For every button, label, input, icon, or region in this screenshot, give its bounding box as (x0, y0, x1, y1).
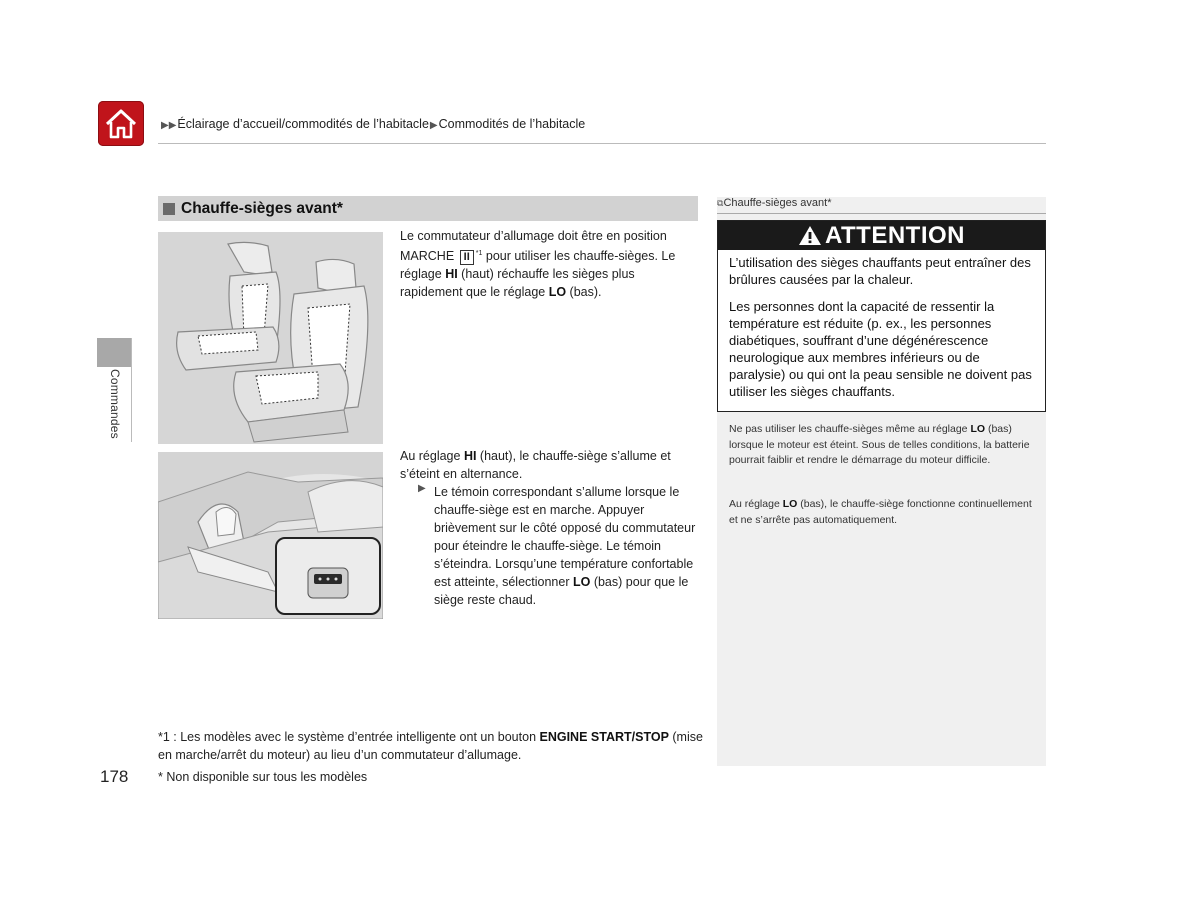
side-tab-marker (97, 338, 131, 367)
intro-paragraph: Le commutateur d’allumage doit être en position MARCHE II $^{*1}$ pour utiliser les chauffe-sièges. Le réglage HI (haut) réchauffe les sièges plus rapidement que le réglage LO (bas). (400, 229, 676, 300)
note-paragraph-1: Ne pas utiliser les chauffe-sièges même au réglage LO (bas) lorsque le moteur est éteint. Sous de telles conditions, la batterie pourrait faiblir et rendre le démarrage du moteur difficile. (729, 423, 1030, 466)
breadcrumb-link-2[interactable]: Commodités de l’habitacle (438, 117, 586, 131)
header-divider (158, 143, 1046, 144)
ignition-key-symbol: II (460, 250, 474, 265)
breadcrumb-link-1[interactable]: Éclairage d’accueil/commodités de l’habitacle (177, 117, 429, 131)
side-tab-label: Commandes (108, 369, 122, 439)
section-square-icon (163, 203, 175, 215)
footnote-1: *1 : Les modèles avec le système d’entrée intelligente ont un bouton ENGINE START/STOP (mise en marche/arrêt du moteur) au lieu d’un commutateur d’allumage. (158, 730, 703, 762)
section-heading (158, 196, 698, 221)
home-button[interactable] (98, 101, 144, 146)
home-icon (104, 108, 138, 140)
page-number: 178 (100, 767, 129, 786)
front-seats-illustration (158, 232, 383, 444)
notes-heading: ⧉Chauffe-sièges avant* (717, 196, 1046, 214)
warning-text-2: Les personnes dont la capacité de ressentir la température est réduite (p. ex., les personnes diabétiques, souffrant d’une dégénérescence neurologique aux membres inférieurs ou de paralysie) ou qui ont la peau sensible ne doivent pas utiliser les sièges chauffants. (729, 299, 1032, 399)
bullet-arrow-icon: ▶ (418, 483, 426, 494)
note-paragraph-2: Au réglage LO (bas), le chauffe-siège fonctionne continuellement et ne s’arrête pas automatiquement. (729, 498, 1032, 526)
section-title: Chauffe-sièges avant* (181, 199, 343, 217)
warning-text-1: L’utilisation des sièges chauffants peut entraîner des brûlures causées par la chaleur. (729, 255, 1031, 287)
warning-triangle-icon (798, 225, 822, 246)
console-switch-illustration (158, 452, 383, 619)
indicator-paragraph: Le témoin correspondant s’allume lorsque le chauffe-siège est en marche. Appuyer brièvement sur le côté opposé du commutateur pour éteindre le chauffe-siège. Le témoin s’éteindra. Lorsqu’une température confortable est atteinte, sélectionner LO (bas) pour que le siège reste chaud. (434, 485, 696, 607)
footnote-2: * Non disponible sur tous les modèles (158, 770, 368, 784)
side-tab-line (131, 338, 132, 442)
attention-banner: ATTENTION (718, 221, 1045, 250)
breadcrumb: ▶▶Éclairage d’accueil/commodités de l’habitacle▶Commodités de l’habitacle (161, 117, 586, 131)
hi-setting-paragraph: Au réglage HI (haut), le chauffe-siège s’allume et s’éteint en alternance. (400, 449, 671, 481)
